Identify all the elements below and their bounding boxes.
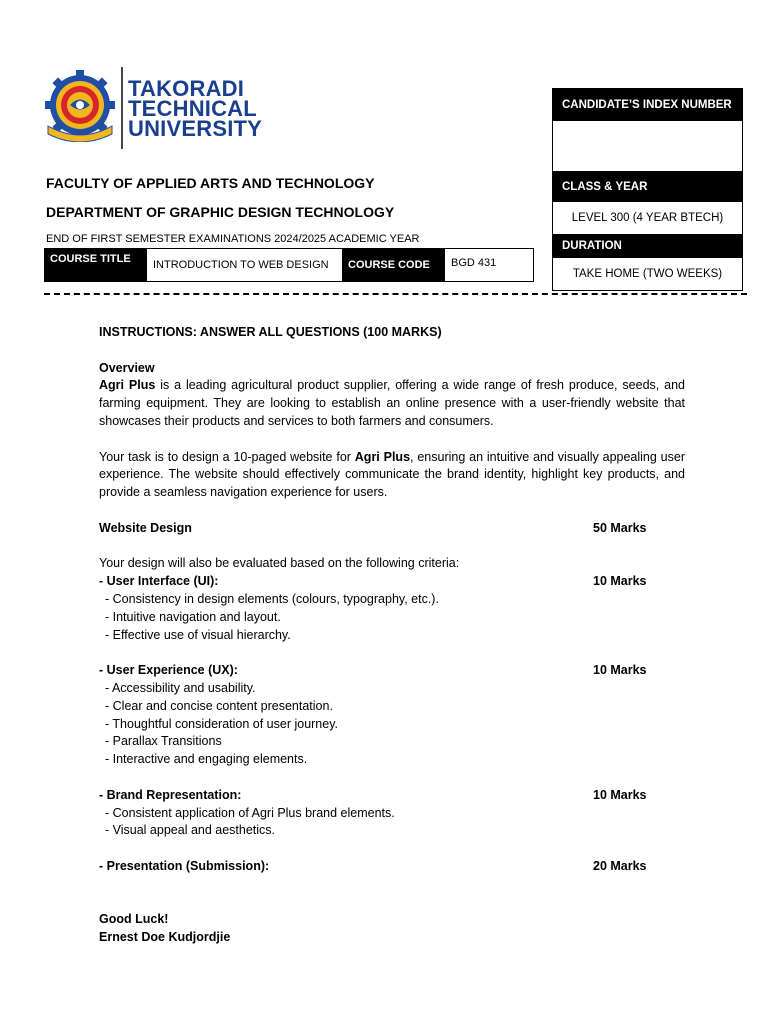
criterion-row — [99, 662, 685, 680]
exam-body — [99, 324, 685, 947]
university-logo — [42, 70, 118, 142]
duration-label: DURATION — [552, 234, 743, 258]
criterion-item: - Intuitive navigation and layout. — [105, 609, 281, 624]
criterion-row — [99, 573, 685, 591]
university-name-line-3: UNIVERSITY — [128, 116, 263, 141]
criterion-row — [99, 858, 685, 876]
criterion-marks: 20 Marks — [593, 858, 647, 873]
criterion-item: - Effective use of visual hierarchy. — [105, 627, 291, 642]
overview-heading: Overview — [99, 360, 155, 375]
criterion-label: - Brand Representation: — [99, 787, 242, 802]
university-name-line-2: TECHNICAL — [128, 96, 257, 121]
logo-divider — [121, 67, 123, 149]
brand-name: Agri Plus — [354, 449, 411, 464]
overview-paragraph — [99, 377, 685, 430]
class-year-value: LEVEL 300 (4 YEAR BTECH) — [552, 202, 743, 234]
dashed-separator — [44, 293, 747, 295]
criterion-item: - Consistent application of Agri Plus brand elements. — [105, 805, 395, 820]
criterion-item: - Interactive and engaging elements. — [105, 752, 308, 767]
index-number-field[interactable] — [552, 121, 743, 172]
duration-value: TAKE HOME (TWO WEEKS) — [552, 258, 743, 291]
task-text-before: Your task is to design a 10-paged website for — [99, 449, 355, 464]
criterion-marks: 10 Marks — [593, 663, 647, 678]
author-name: Ernest Doe Kudjordjie — [99, 930, 231, 945]
department-heading: DEPARTMENT OF GRAPHIC DESIGN TECHNOLOGY — [46, 204, 395, 220]
brand-name: Agri Plus — [99, 378, 156, 393]
website-design-label: Website Design — [99, 520, 192, 535]
course-title-label: COURSE TITLE — [44, 248, 147, 282]
criteria-intro: Your design will also be evaluated based on the following criteria: — [99, 556, 460, 571]
index-number-label: CANDIDATE’S INDEX NUMBER — [552, 88, 743, 121]
criterion-label: - Presentation (Submission): — [99, 858, 270, 873]
course-code-value: BGD 431 — [444, 248, 534, 282]
closing-text: Good Luck! — [99, 912, 169, 927]
overview-text: is a leading agricultural product supplier, offering a wide range of fresh produce, seeds, and farming equipment. They are looking to establish an online presence with a user-friendly website that showcases their products and services to both farmers and consumers. — [99, 378, 685, 428]
criterion-item: - Accessibility and usability. — [105, 680, 256, 695]
criterion-marks: 10 Marks — [593, 574, 647, 589]
website-design-row — [99, 520, 685, 538]
class-year-label: CLASS & YEAR — [552, 172, 743, 202]
criterion-marks: 10 Marks — [593, 787, 647, 802]
course-title-value: INTRODUCTION TO WEB DESIGN — [146, 248, 343, 282]
criterion-item: - Thoughtful consideration of user journey. — [105, 716, 339, 731]
criterion-item: - Clear and concise content presentation. — [105, 698, 333, 713]
instructions: INSTRUCTIONS: ANSWER ALL QUESTIONS (100 MARKS) — [99, 325, 442, 339]
criterion-item: - Consistency in design elements (colours, typography, etc.). — [105, 591, 439, 606]
exam-title: END OF FIRST SEMESTER EXAMINATIONS 2024/2025 ACADEMIC YEAR — [46, 233, 420, 245]
criterion-row — [99, 787, 685, 805]
course-code-label: COURSE CODE — [342, 248, 445, 282]
task-text-after: , ensuring an intuitive and visually appealing user experience. The website should effectively communicate the brand identity, highlight key products, and provide a seamless navigation experience for users. — [99, 449, 685, 500]
faculty-heading: FACULTY OF APPLIED ARTS AND TECHNOLOGY — [46, 175, 375, 191]
university-name-line-1: TAKORADI — [128, 76, 245, 101]
criterion-label: - User Interface (UI): — [99, 574, 219, 589]
criterion-label: - User Experience (UX): — [99, 663, 238, 678]
website-design-marks: 50 Marks — [593, 520, 647, 535]
university-name — [128, 76, 263, 141]
criterion-item: - Visual appeal and aesthetics. — [105, 823, 276, 838]
task-paragraph — [99, 449, 685, 502]
criterion-item: - Parallax Transitions — [105, 734, 222, 749]
